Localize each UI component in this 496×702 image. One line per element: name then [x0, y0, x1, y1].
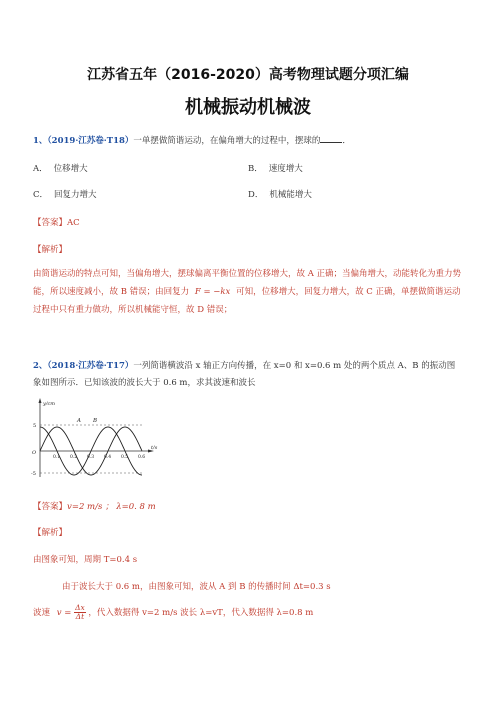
question-1-answer [33, 216, 80, 228]
option-d: D． 机械能增大 [248, 190, 312, 200]
speed-prefix: 波速 [33, 608, 51, 618]
analysis-line-period: 由图象可知，周期 T=0.4 s [33, 555, 138, 565]
option-c: C． 回复力增大 [33, 190, 97, 200]
x-tick-0-3: 0.3 [87, 455, 95, 460]
speed-formula-lhs: v = [56, 608, 72, 618]
option-b: B． 速度增大 [248, 164, 303, 174]
option-b-text: 速度增大 [268, 164, 303, 174]
question-2-answer [33, 500, 156, 512]
restoring-force-formula: F = −kx [194, 287, 231, 297]
analysis-part-1: 由简谐运动的特点可知，当偏角增大，摆球偏离平衡位置的位移增大，故 A 正确；当偏角增大，动能转化为重力势能，所以速度减小，故 B 错误；由回复力 [33, 269, 462, 297]
y-tick-minus-5: -5 [31, 471, 36, 477]
option-b-label: B [248, 164, 255, 174]
fraction-denominator: Δt [75, 612, 85, 621]
curve-b-label: B [93, 418, 98, 424]
question-2-text-1: 一列简谐横波沿 x 轴正方向传播，在 x=0 和 x=0.6 m 处的两个质点 A、B 的振动图 [133, 361, 456, 371]
x-axis-label: t/s [151, 445, 158, 451]
question-2-number: 2、 [33, 361, 48, 371]
y-axis-label: y/cm [43, 401, 56, 407]
speed-suffix: ，代入数据得 v=2 m/s 波长 λ=vT，代入数据得 λ=0.8 m [88, 608, 314, 618]
answer-label-2: 【答案】 [33, 502, 68, 512]
x-tick-0-2: 0.2 [70, 455, 78, 460]
answer-value-2: v=2 m/s ； λ=0. 8 m [67, 502, 156, 512]
option-a-label: A [33, 164, 40, 174]
analysis-part-2: 可知，位移增大，回复力增大，故 C 正确，单摆做简谐运动过程中只有重力做功，所以机械能守恒，故 D 错误； [33, 287, 461, 315]
answer-label: 【答案】 [33, 218, 68, 228]
question-1-text: 一单摆做简谐运动，在偏角增大的过程中，摆球的 [133, 136, 321, 146]
x-tick-0-1: 0.1 [53, 455, 61, 460]
curve-a-label: A [77, 418, 81, 424]
question-1-stem [33, 133, 351, 147]
option-c-text: 回复力增大 [54, 190, 97, 200]
question-1-analysis [33, 265, 465, 319]
origin-label: O [32, 450, 37, 456]
y-axis-arrow [39, 398, 42, 403]
x-tick-0-5: 0.5 [121, 455, 129, 460]
answer-blank [320, 133, 342, 143]
question-1-analysis-label: 【解析】 [33, 245, 68, 255]
fraction-numerator: Δx [75, 603, 85, 612]
option-a: A． 位移增大 [33, 164, 88, 174]
option-c-label: C [33, 190, 40, 200]
speed-fraction [74, 604, 86, 621]
analysis-line-speed [33, 604, 313, 622]
option-a-text: 位移增大 [53, 164, 88, 174]
option-d-label: D [248, 190, 255, 200]
question-1-number: 1、 [33, 136, 48, 146]
x-tick-0-4: 0.4 [104, 455, 112, 460]
question-1-source: （2019·江苏卷·T18） [47, 136, 134, 146]
question-2-source: （2018·江苏卷·T17） [47, 361, 134, 371]
answer-value: AC [67, 218, 80, 228]
document-title: 江苏省五年（2016-2020）高考物理试题分项汇编 [87, 67, 409, 83]
y-tick-5: 5 [33, 423, 37, 429]
analysis-line-time: 由于波长大于 0.6 m，由图象可知，波从 A 到 B 的传播时间 Δt=0.3 s [62, 582, 331, 592]
document-subtitle: 机械振动机械波 [185, 97, 311, 118]
x-tick-0-6: 0.6 [138, 455, 146, 460]
option-d-text: 机械能增大 [269, 190, 312, 200]
question-2-stem-line1 [33, 360, 455, 372]
question-1-end: ． [342, 136, 351, 146]
question-2-stem-line2: 象如图所示．已知该波的波长大于 0.6 m，求其波速和波长 [33, 378, 256, 388]
question-2-analysis-label: 【解析】 [33, 528, 68, 538]
vibration-graph [30, 395, 160, 480]
